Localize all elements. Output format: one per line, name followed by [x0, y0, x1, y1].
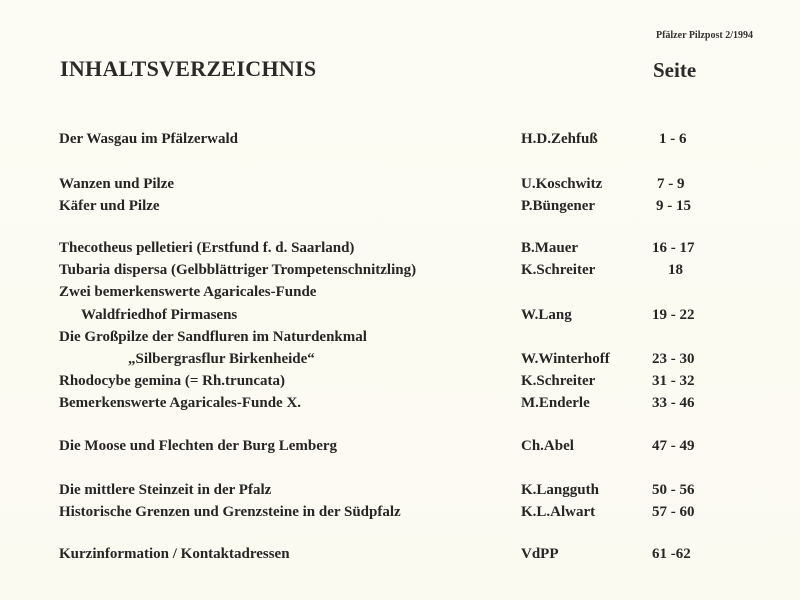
entry-pages: 47 - 49	[652, 438, 695, 454]
page-column-header: Seite	[653, 58, 697, 82]
entry-author: B.Mauer	[521, 240, 579, 256]
toc-entry	[0, 131, 800, 153]
entry-title: Tubaria dispersa (Gelbblättriger Trompetenschnitzling)	[59, 262, 417, 278]
entry-pages: 16 - 17	[652, 240, 695, 256]
entry-author: U.Koschwitz	[521, 176, 603, 192]
entry-author: W.Winterhoff	[521, 351, 610, 367]
entry-author: K.Langguth	[521, 482, 599, 498]
toc-entry	[0, 351, 800, 373]
entry-author: H.D.Zehfuß	[521, 131, 598, 147]
entry-title: „Silbergrasflur Birkenheide“	[128, 351, 315, 367]
entry-author: K.L.Alwart	[521, 504, 596, 520]
entry-title: Die Großpilze der Sandfluren im Naturdenkmal	[59, 329, 367, 345]
toc-entry	[0, 504, 800, 526]
entry-author: Ch.Abel	[521, 438, 574, 454]
entry-title: Thecotheus pelletieri (Erstfund f. d. Saarland)	[59, 240, 355, 256]
entry-title: Die mittlere Steinzeit in der Pfalz	[59, 482, 272, 498]
entry-title: Waldfriedhof Pirmasens	[81, 307, 238, 323]
entry-title: Historische Grenzen und Grenzsteine in der Südpfalz	[59, 504, 401, 520]
entry-pages: 1 - 6	[659, 131, 687, 147]
toc-entry	[0, 438, 800, 460]
entry-pages: 61 -62	[652, 546, 691, 562]
entry-pages: 23 - 30	[652, 351, 695, 367]
entry-pages: 18	[668, 262, 683, 278]
toc-entry	[0, 395, 800, 417]
toc-entry	[0, 482, 800, 504]
entry-pages: 31 - 32	[652, 373, 695, 389]
entry-title: Rhodocybe gemina (= Rh.truncata)	[59, 373, 286, 389]
entry-pages: 9 - 15	[656, 198, 691, 214]
publication-label: Pfälzer Pilzpost 2/1994	[655, 30, 753, 41]
toc-entry	[0, 262, 800, 284]
entry-author: M.Enderle	[521, 395, 590, 411]
entry-title: Die Moose und Flechten der Burg Lemberg	[59, 438, 338, 454]
entry-pages: 50 - 56	[652, 482, 695, 498]
toc-entry	[0, 240, 800, 262]
entry-title: Wanzen und Pilze	[59, 176, 175, 192]
page-title: INHALTSVERZEICHNIS	[60, 56, 317, 81]
entry-pages: 57 - 60	[652, 504, 695, 520]
toc-entry	[0, 546, 800, 568]
entry-author: K.Schreiter	[521, 373, 596, 389]
toc-entry	[0, 284, 800, 306]
toc-entry	[0, 198, 800, 220]
entry-author: VdPP	[521, 546, 559, 562]
entry-pages: 33 - 46	[652, 395, 695, 411]
entry-title: Zwei bemerkenswerte Agaricales-Funde	[59, 284, 317, 300]
entry-pages: 19 - 22	[652, 307, 695, 323]
entry-title: Käfer und Pilze	[59, 198, 160, 214]
entry-title: Der Wasgau im Pfälzerwald	[59, 131, 239, 147]
entry-author: W.Lang	[521, 307, 572, 323]
entry-author: K.Schreiter	[521, 262, 596, 278]
toc-entry	[0, 373, 800, 395]
entry-title: Bemerkenswerte Agaricales-Funde X.	[59, 395, 302, 411]
entry-author: P.Büngener	[521, 198, 596, 214]
entry-pages: 7 - 9	[657, 176, 685, 192]
toc-entry	[0, 329, 800, 351]
toc-entry	[0, 307, 800, 329]
toc-entry	[0, 176, 800, 198]
entry-title: Kurzinformation / Kontaktadressen	[59, 546, 290, 562]
